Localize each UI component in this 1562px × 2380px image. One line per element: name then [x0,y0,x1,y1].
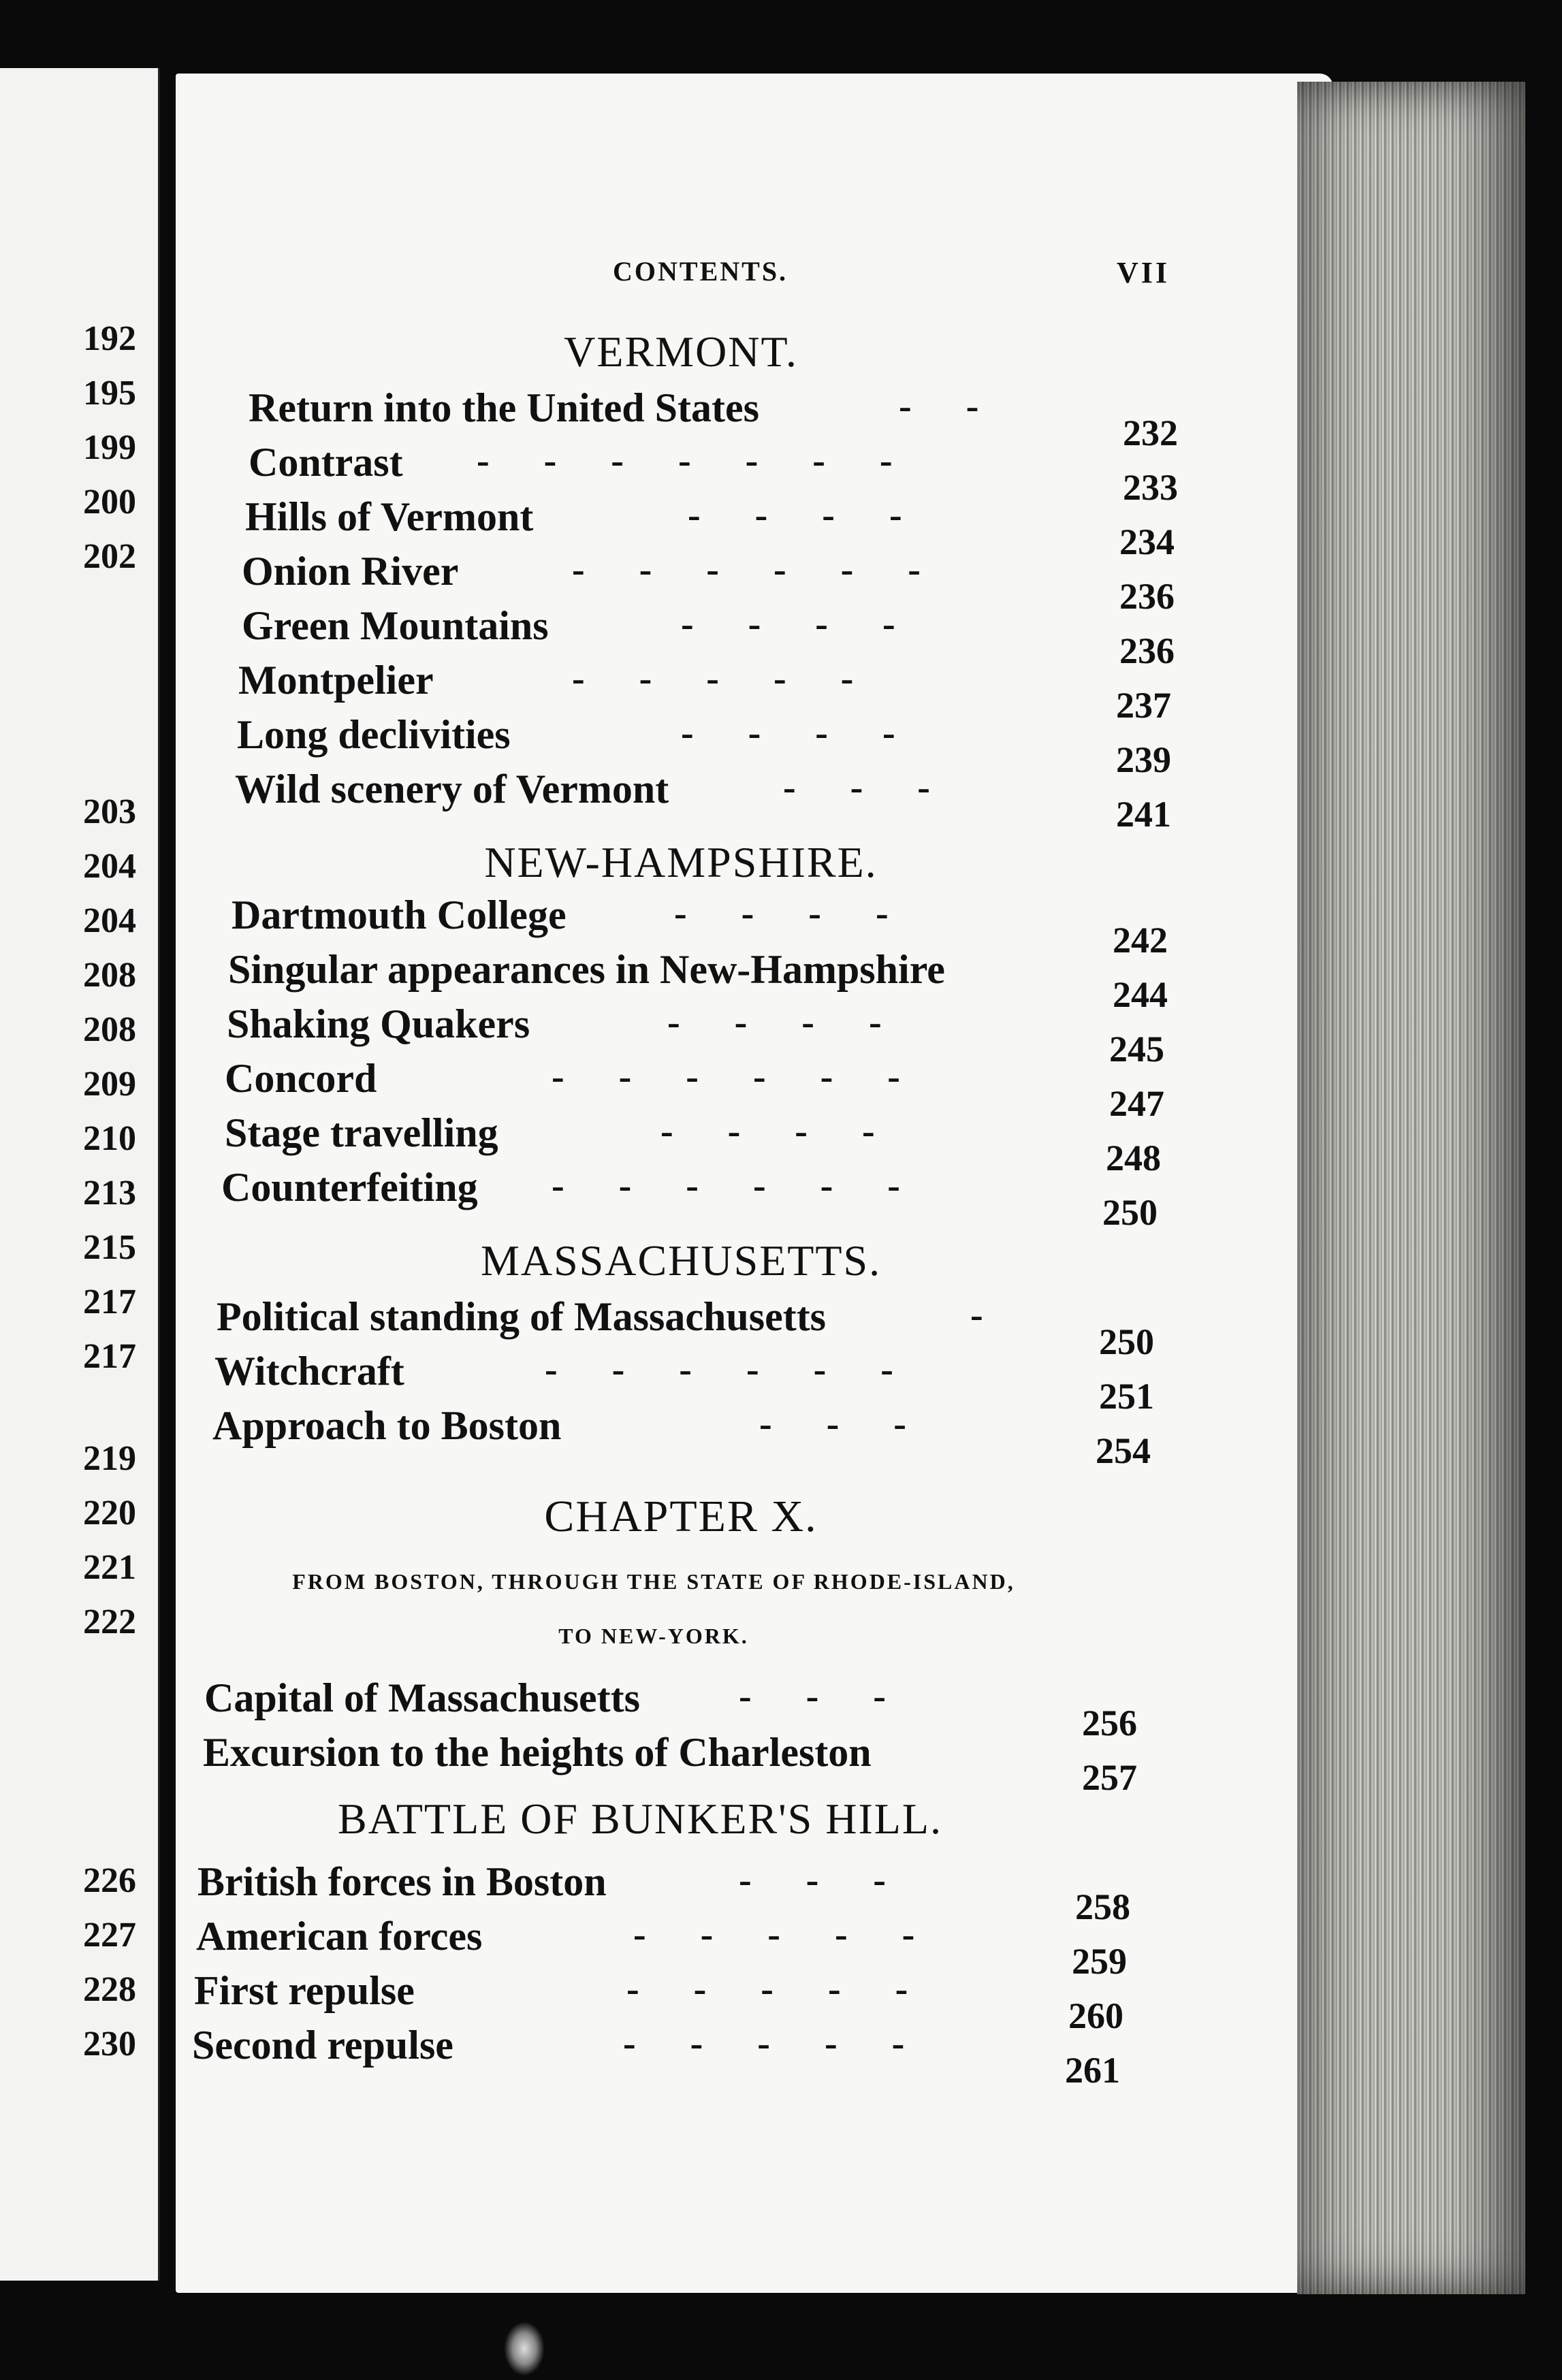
left-page-number: 204 [83,901,136,940]
toc-entry: Singular appearances in New-Hampshire [228,947,945,992]
toc-page: 258 [1075,1886,1130,1927]
left-page-number: 204 [83,847,136,886]
toc-entry: British forces in Boston [197,1859,607,1904]
section-heading-battle: BATTLE OF BUNKER'S HILL. [338,1795,942,1843]
toc-page: 244 [1113,974,1168,1015]
left-page-number: 213 [83,1174,136,1212]
section-heading-new-hampshire: NEW-HAMPSHIRE. [484,838,878,886]
toc-entry: Green Mountains [242,603,549,648]
toc-page: 261 [1065,2050,1120,2091]
section-heading-vermont: VERMONT. [564,327,798,376]
toc-entry: Wild scenery of Vermont [235,767,669,811]
toc-page: 250 [1099,1321,1154,1362]
left-page-number: 227 [83,1916,136,1955]
left-page-number: 208 [83,956,136,995]
toc-page: 251 [1099,1376,1154,1417]
leader-dots: ------ [552,1165,955,1207]
left-page-number: 222 [83,1603,136,1641]
toc-page: 254 [1096,1430,1151,1471]
left-page-number: 192 [83,319,136,358]
toc-page: 250 [1102,1192,1158,1233]
toc-entry: Approach to Boston [212,1403,562,1448]
toc-page: 248 [1106,1138,1161,1178]
toc-entry: Capital of Massachusetts [204,1675,640,1720]
toc-entry: Long declivities [237,712,511,757]
toc-entry: Counterfeiting [221,1165,478,1210]
toc-entry: Onion River [242,549,459,594]
toc-entry: Hills of Vermont [245,494,534,539]
left-page-number: 209 [83,1065,136,1104]
leader-dots: ------ [552,1056,955,1098]
toc-page: 239 [1116,739,1171,780]
toc-page: 236 [1119,576,1175,617]
left-page-number: 220 [83,1494,136,1532]
left-page-number: 228 [83,1970,136,2009]
toc-page: 257 [1082,1757,1137,1798]
leader-dots: --- [739,1859,940,1901]
leader-dots: ---- [681,712,950,754]
page-edges [1297,82,1525,2294]
left-page-number: 219 [83,1439,136,1478]
toc-page: 260 [1068,1995,1123,2036]
toc-entry: Stage travelling [225,1110,498,1155]
leader-dots: ---- [667,1001,936,1044]
left-page-number: 203 [83,792,136,831]
leader-dots: ------- [477,440,947,482]
toc-entry: Shaking Quakers [227,1001,530,1046]
leader-dots: - [970,1294,1038,1336]
leader-dots: ----- [623,2023,959,2065]
left-page-number: 210 [83,1119,136,1158]
toc-entry: Excursion to the heights of Charleston [203,1730,872,1775]
toc-entry: Political standing of Massachusetts [217,1294,827,1339]
left-page-number: 195 [83,374,136,413]
leader-dots: ----- [626,1968,963,2010]
left-page-fragment [0,68,160,2281]
toc-page: 259 [1072,1941,1127,1982]
chapter-heading: CHAPTER X. [544,1492,818,1541]
toc-page: 237 [1116,685,1171,726]
section-heading-massachusetts: MASSACHUSETTS. [480,1236,882,1285]
leader-dots: ---- [674,892,943,935]
toc-entry: Montpelier [238,658,434,703]
left-page-number: 226 [83,1861,136,1900]
left-page-number: 217 [83,1283,136,1321]
toc-entry: American forces [196,1914,483,1959]
toc-page: 236 [1119,630,1175,671]
left-page-number: 221 [83,1548,136,1587]
leader-dots: ----- [633,1914,970,1956]
leader-dots: ------ [545,1349,948,1391]
left-page-number: 217 [83,1337,136,1376]
left-page-number: 208 [83,1010,136,1049]
left-page-number: 230 [83,2025,136,2063]
toc-entry: Witchcraft [214,1349,404,1394]
leader-dots: -- [899,385,1034,428]
left-page-number: 199 [83,428,136,467]
running-header: CONTENTS. [613,256,788,287]
toc-page: 247 [1109,1083,1164,1124]
left-page-number: 215 [83,1228,136,1267]
toc-entry: Second repulse [192,2023,453,2068]
toc-page: 233 [1123,467,1178,508]
toc-page: 245 [1109,1029,1164,1070]
toc-page: 232 [1123,413,1178,453]
left-page-number: 202 [83,537,136,576]
leader-dots: ----- [572,658,908,700]
toc-entry: First repulse [194,1968,415,2013]
chapter-subtitle: FROM BOSTON, THROUGH THE STATE OF RHODE-ISLAND, [292,1569,1015,1594]
toc-page: 242 [1113,920,1168,961]
toc-page: 234 [1119,521,1175,562]
leader-dots: ---- [688,494,957,536]
chapter-subtitle: TO NEW-YORK. [558,1624,749,1648]
leader-dots: ------ [572,549,975,591]
toc-page: 256 [1082,1703,1137,1743]
toc-entry: Dartmouth College [232,892,567,937]
toc-entry: Contrast [249,440,403,485]
leader-dots: ---- [660,1110,929,1153]
toc-page: 241 [1116,794,1171,835]
leader-dots: ---- [681,603,950,645]
leader-dots: --- [783,767,985,809]
toc-entry: Concord [225,1056,377,1101]
left-page-number: 200 [83,483,136,521]
toc-entry: Return into the United States [249,385,759,430]
leader-dots: --- [759,1403,961,1445]
scan-artifact [504,2321,545,2376]
folio: VII [1117,256,1170,289]
leader-dots: --- [739,1675,940,1718]
